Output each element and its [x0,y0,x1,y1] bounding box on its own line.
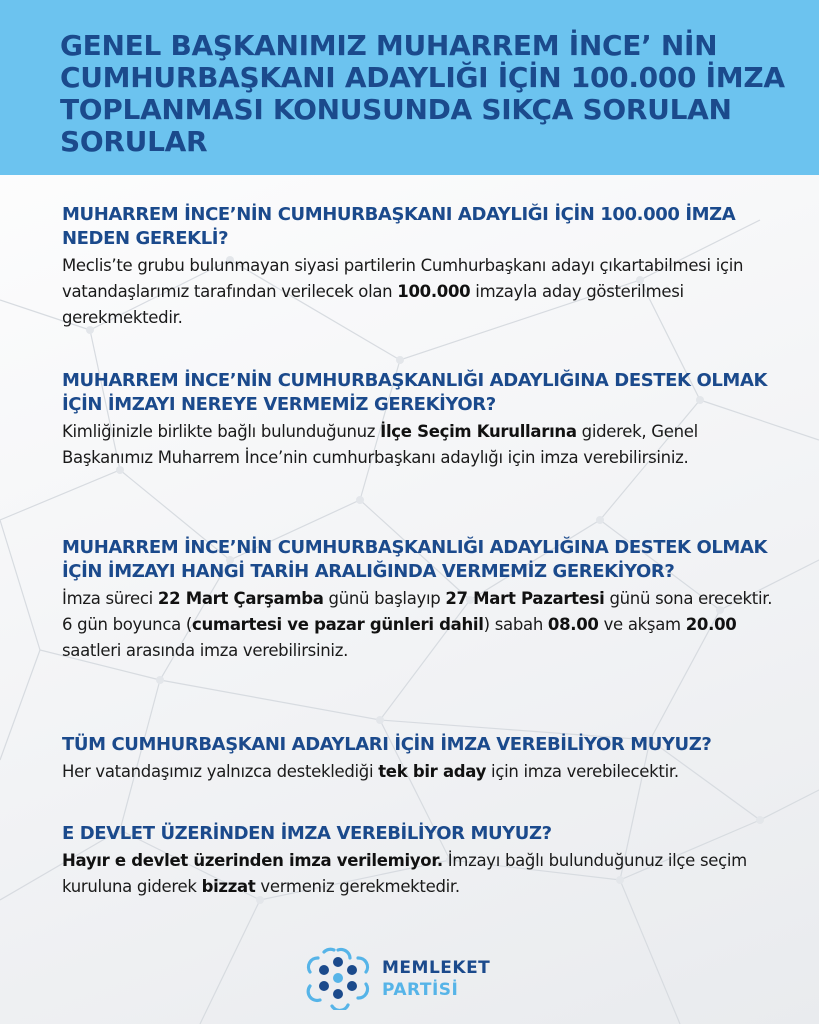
faq-answer: Her vatandaşımız yalnızca desteklediği tek bir aday için imza verebilecektir. [62,762,679,781]
faq-item-5 [62,822,782,900]
faq-question: TÜM CUMHURBAŞKANI ADAYLARI İÇİN İMZA VEREBİLİYOR MUYUZ? [62,734,712,755]
faq-item-1 [62,203,782,331]
faq-answer: İmza süreci 22 Mart Çarşamba günü başlayıp 27 Mart Pazartesi günü sona erecektir. 6 gün boyunca (cumartesi ve pazar günleri dahil) sabah 08.00 ve akşam 20.00 saatleri arasında imza verebilirsiniz. [62,589,773,660]
faq-answer: Meclis’te grubu bulunmayan siyasi partilerin Cumhurbaşkanı adayı çıkartabilmesi için vatandaşlarımız tarafından verilecek olan 100.000 imzayla aday gösterilmesi gerekmektedir. [62,256,744,327]
faq-question: MUHARREM İNCE’NİN CUMHURBAŞKANI ADAYLIĞI İÇİN 100.000 İMZA NEDEN GEREKLİ? [62,204,736,249]
faq-answer: Hayır e devlet üzerinden imza verilemiyor. İmzayı bağlı bulunduğunuz ilçe seçim kuruluna giderek bizzat vermeniz gerekmektedir. [62,851,747,896]
faq-answer: Kimliğinizle birlikte bağlı bulunduğunuz İlçe Seçim Kurullarına giderek, Genel Başkanımız Muharrem İnce’nin cumhurbaşkanı adaylığı için imza verebilirsiniz. [62,422,698,467]
faq-question: E DEVLET ÜZERİNDEN İMZA VEREBİLİYOR MUYUZ? [62,823,552,844]
header-banner [0,0,819,175]
faq-question: MUHARREM İNCE’NİN CUMHURBAŞKANLIĞI ADAYLIĞINA DESTEK OLMAK İÇİN İMZAYI HANGİ TARİH ARALIĞINDA VERMEMİZ GEREKİYOR? [62,537,768,582]
faq-item-2 [62,369,782,471]
page-title: GENEL BAŞKANIMIZ MUHARREM İNCE’ NİN CUMHURBAŞKANI ADAYLIĞI İÇİN 100.000 İMZA TOPLANMASI KONUSUNDA SIKÇA SORULAN SORULAR [60,29,785,158]
memleket-flower-logo-icon [306,946,370,1010]
faq-question: MUHARREM İNCE’NİN CUMHURBAŞKANLIĞI ADAYLIĞINA DESTEK OLMAK İÇİN İMZAYI NEREYE VERMEMİZ GEREKİYOR? [62,370,768,415]
party-logo [306,946,526,1010]
faq-item-4 [62,733,782,785]
logo-sub: PARTİSİ [382,980,459,1000]
logo-name: MEMLEKET [382,958,491,978]
faq-item-3 [62,536,782,664]
